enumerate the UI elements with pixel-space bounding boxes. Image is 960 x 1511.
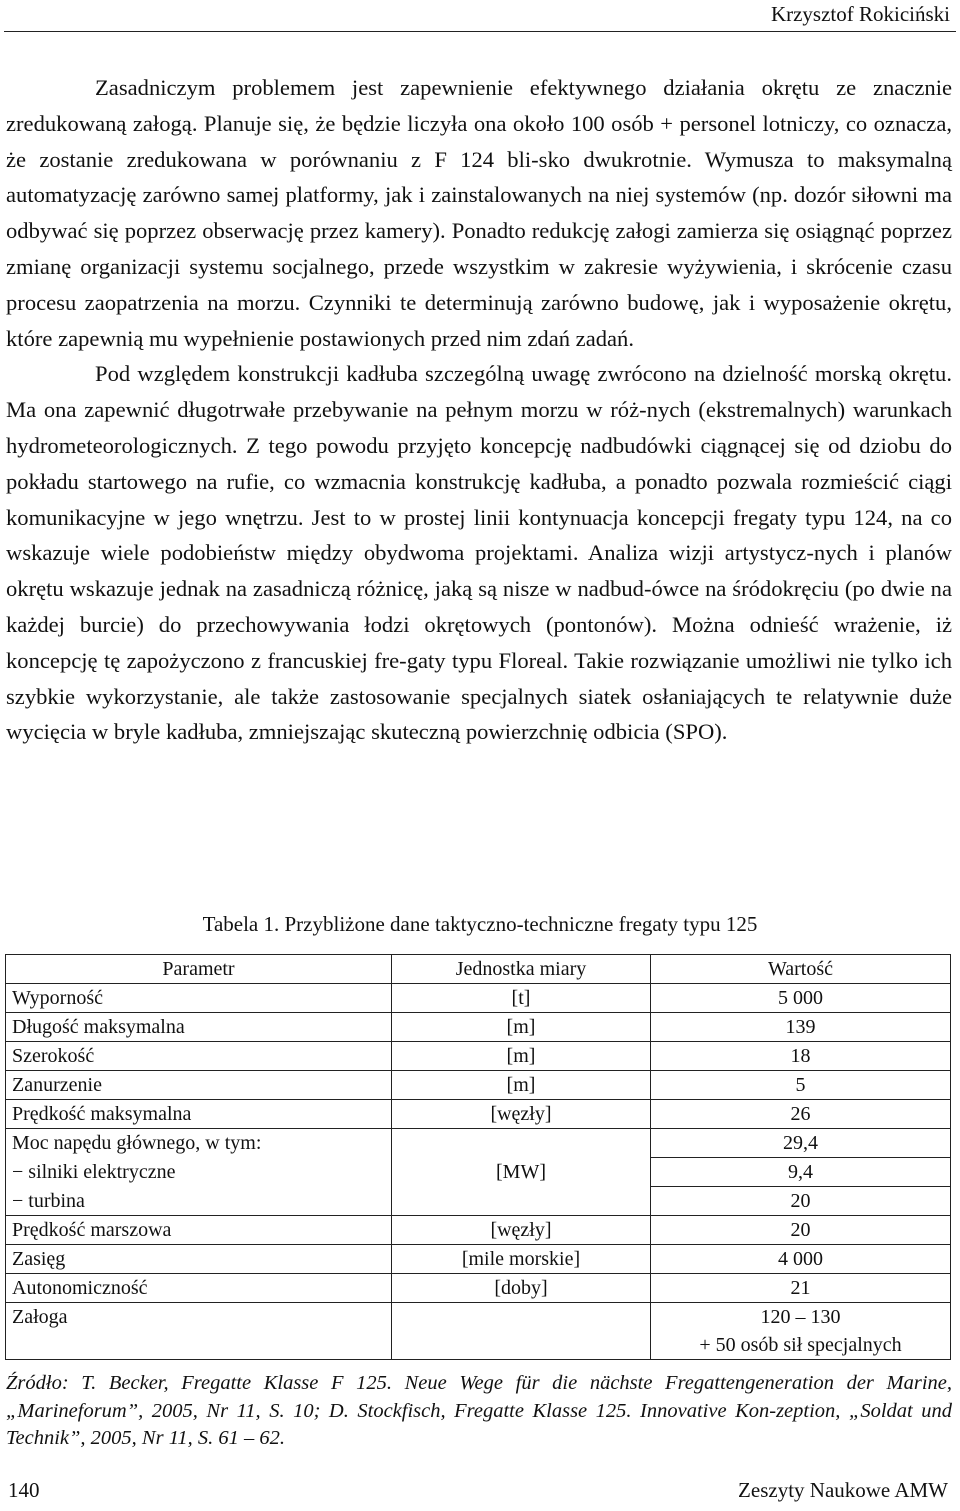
cell-value: 5 000 <box>651 984 951 1013</box>
cell-unit: [t] <box>392 984 651 1013</box>
cell-parameter: Prędkość maksymalna <box>6 1100 392 1129</box>
cell-value: 4 000 <box>651 1245 951 1274</box>
cell-crew-value <box>651 1303 951 1360</box>
table-header-row <box>6 955 951 984</box>
cell-value: 26 <box>651 1100 951 1129</box>
header-parameter: Parametr <box>6 955 392 984</box>
cell-unit: [m] <box>392 1071 651 1100</box>
cell-parameter: Szerokość <box>6 1042 392 1071</box>
cell-value: 5 <box>651 1071 951 1100</box>
cell-power-v2: 20 <box>651 1187 951 1216</box>
table-row <box>6 1245 951 1274</box>
page-header-author: Krzysztof Rokiciński <box>770 2 950 26</box>
table-row <box>6 1100 951 1129</box>
cell-parameter: Zanurzenie <box>6 1071 392 1100</box>
table-row <box>6 1274 951 1303</box>
cell-unit: [m] <box>392 1042 651 1071</box>
cell-unit: [doby] <box>392 1274 651 1303</box>
cell-parameter: Zasięg <box>6 1245 392 1274</box>
cell-value: 18 <box>651 1042 951 1071</box>
cell-unit: [węzły] <box>392 1216 651 1245</box>
cell-power-label: Moc napędu głównego, w tym: <box>6 1129 392 1158</box>
paragraph-1: Zasadniczym problemem jest zapewnienie efektywnego działania okrętu ze znacznie zredukowaną załogą. Planuje się, że będzie liczyła ona około 100 osób + personel lotniczy, co oznacza, że zostanie zredukowana w porównaniu z F 124 bli-sko dwukrotnie. Wymusza to maksymalną automatyzację zarówno samej platformy, jak i zainstalowanych na niej systemów (np. dozór siłowni ma odbywać się poprzez obserwację przez kamery). Ponadto redukcję załogi zamierza się osiągnąć poprzez zmianę organizacji systemu socjalnego, przede wszystkim w zakresie wyżywienia, i skrócenie czasu procesu zaopatrzenia na morzu. Czynniki te determinują zarówno budowę, jak i wyposażenie okrętu, które zapewnią mu wypełnienie postawionych przed nim zdań zadań. <box>6 75 952 351</box>
cell-power-unit: [MW] <box>392 1129 651 1216</box>
header-value: Wartość <box>651 955 951 984</box>
cell-power-v1: 9,4 <box>651 1158 951 1187</box>
cell-unit: [mile morskie] <box>392 1245 651 1274</box>
crew-value-line1: 120 – 130 <box>760 1306 841 1328</box>
journal-name: Zeszyty Naukowe AMW <box>738 1478 948 1502</box>
cell-value: 21 <box>651 1274 951 1303</box>
table-row-crew <box>6 1303 951 1360</box>
cell-power-sub1: − silniki elektryczne <box>6 1158 392 1187</box>
page-number: 140 <box>8 1478 40 1502</box>
header-rule <box>4 31 956 32</box>
cell-parameter: Autonomiczność <box>6 1274 392 1303</box>
table-row <box>6 1216 951 1245</box>
cell-parameter: Prędkość marszowa <box>6 1216 392 1245</box>
table-row <box>6 1042 951 1071</box>
cell-parameter: Wyporność <box>6 984 392 1013</box>
cell-power-total: 29,4 <box>651 1129 951 1158</box>
cell-parameter: Długość maksymalna <box>6 1013 392 1042</box>
cell-crew-label: Załoga <box>6 1303 392 1360</box>
cell-unit: [m] <box>392 1013 651 1042</box>
table-caption: Tabela 1. Przybliżone dane taktyczno-techniczne fregaty typu 125 <box>202 912 758 936</box>
table-row <box>6 1071 951 1100</box>
cell-crew-unit <box>392 1303 651 1360</box>
table-row <box>6 984 951 1013</box>
table-row <box>6 1013 951 1042</box>
table-row-power <box>6 1129 951 1158</box>
data-table <box>5 954 951 1360</box>
cell-power-sub2: − turbina <box>6 1187 392 1216</box>
crew-value-line2: + 50 osób sił specjalnych <box>699 1334 902 1356</box>
paragraph-2: Pod względem konstrukcji kadłuba szczególną uwagę zwrócono na dzielność morską okrętu. Ma ona zapewnić długotrwałe przebywanie na pełnym morzu w róż-nych (ekstremalnych) warunkach hydrometeorologicznych. Z tego powodu przyjęto koncepcję nadbudówki ciągnącej się od dziobu do pokładu startowego na rufie, co wzmacnia konstrukcję kadłuba, a ponadto pozwala rozmieścić ciągi komunikacyjne w jego wnętrzu. Jest to w prostej linii kontynuacja koncepcji fregaty typu 124, na co wskazuje wiele podobieństw między obydwoma projektami. Analiza wizji artystycz-nych i planów okrętu wskazuje jednak na zasadniczą różnicę, jaką są nisze w nadbud-ówce na śródokręciu (po dwie na każdej burcie) do przechowywania łodzi okrętowych (pontonów). Można odnieść wrażenie, iż koncepcję tę zapożyczono z francuskiej fre-gaty typu Floreal. Takie rozwiązanie umożliwi nie tylko ich szybkie wykorzystanie, ale także zastosowanie specjalnych siatek osłaniających te relatywnie duże wycięcia w bryle kadłuba, zmniejszając skuteczną powierzchnię odbicia (SPO). <box>6 361 952 745</box>
header-unit: Jednostka miary <box>392 955 651 984</box>
cell-value: 20 <box>651 1216 951 1245</box>
body-text <box>6 70 952 750</box>
source-note: Źródło: T. Becker, Fregatte Klasse F 125. Neue Wege für die nächste Fregattengeneration der Marine, „Marineforum”, 2005, Nr 11, S. 10; D. Stockfisch, Fregatte Klasse 125. Innovative Kon-zeption, „Soldat und Technik”, 2005, Nr 11, S. 61 – 62. <box>6 1372 952 1449</box>
cell-value: 139 <box>651 1013 951 1042</box>
cell-unit: [węzły] <box>392 1100 651 1129</box>
